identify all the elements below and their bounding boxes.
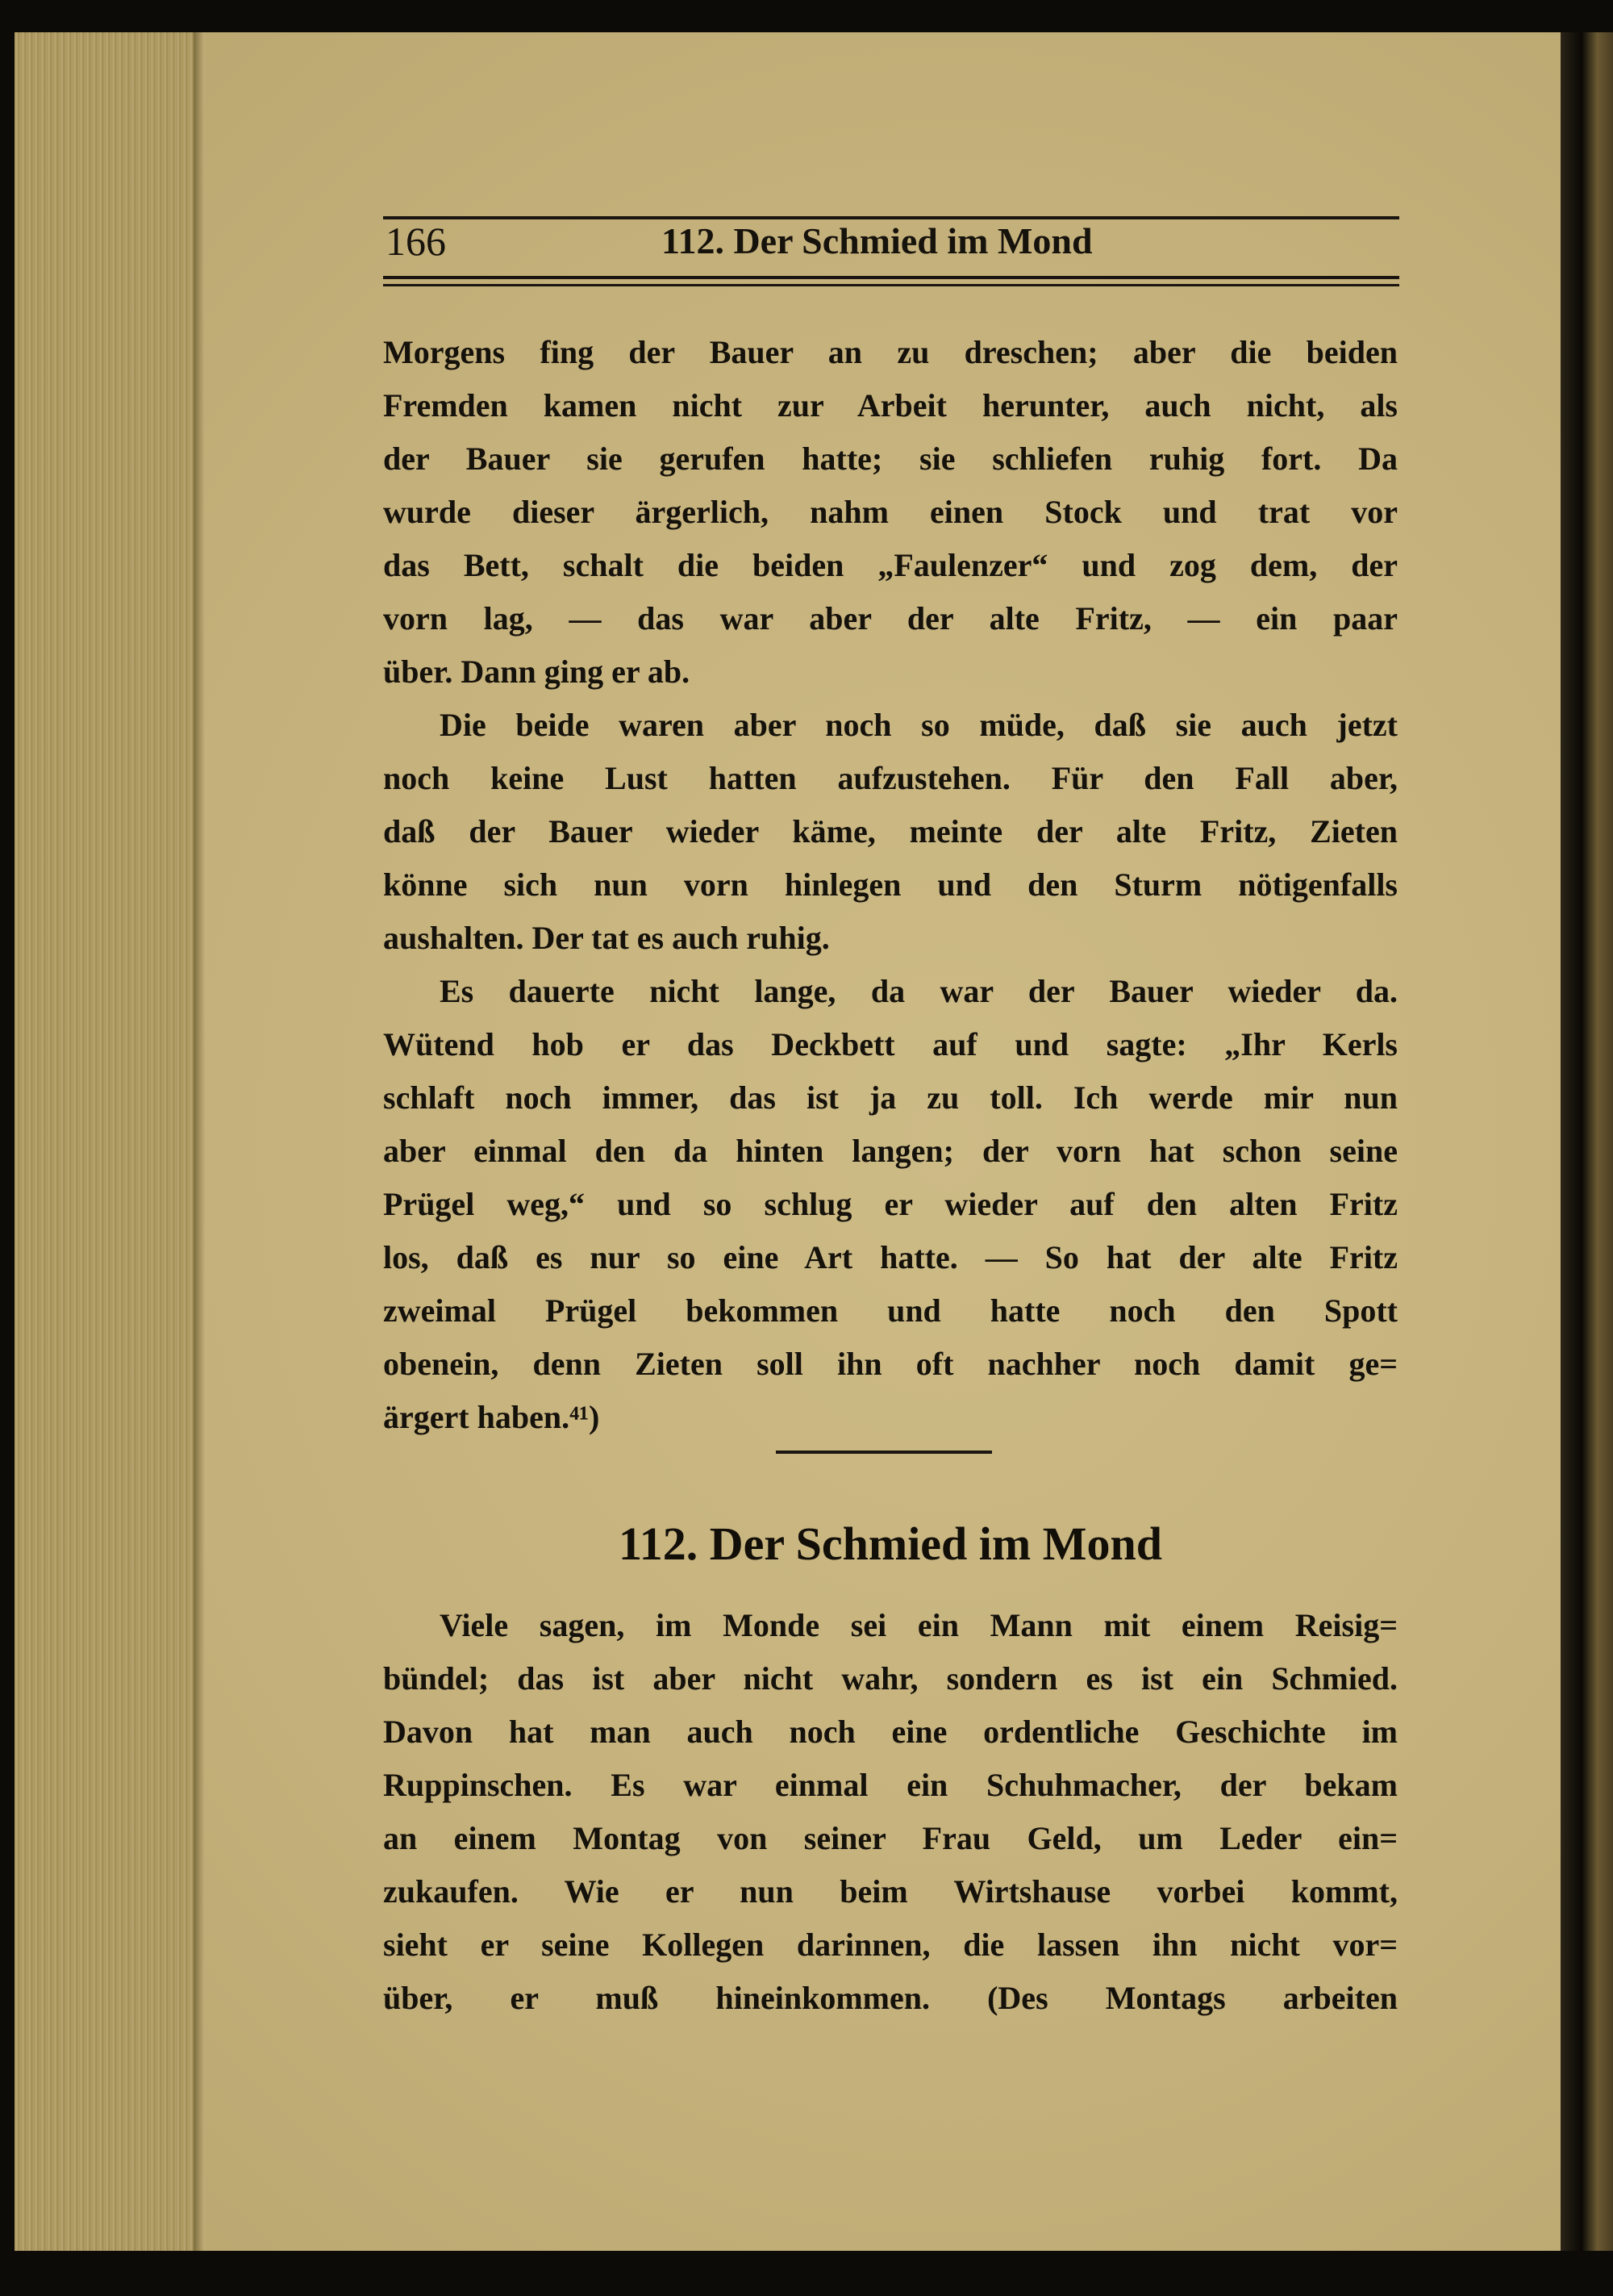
- book-gutter: [1561, 32, 1613, 2251]
- running-title: 112. Der Schmied im Mond: [661, 220, 1093, 261]
- text-line: zweimal Prügel bekommen und hatte noch den Spott: [383, 1292, 1398, 1329]
- text-line: ärgert haben.⁴¹): [383, 1399, 600, 1435]
- section2-body: [383, 1599, 1398, 2025]
- paragraph: [383, 326, 1398, 699]
- text-line: aber einmal den da hinten langen; der vorn hat schon seine: [383, 1133, 1398, 1169]
- paragraph: [383, 965, 1398, 1444]
- section-separator: [776, 1451, 992, 1454]
- header-rule-double-1: [383, 276, 1399, 279]
- text-line: zukaufen. Wie er nun beim Wirtshause vorbei kommt,: [383, 1873, 1398, 1910]
- text-line: wurde dieser ärgerlich, nahm einen Stock und trat vor: [383, 494, 1398, 530]
- page-number: 166: [386, 219, 446, 264]
- page-stack-shadow: [194, 32, 205, 2251]
- text-line: das Bett, schalt die beiden „Faulenzer“ und zog dem, der: [383, 547, 1398, 583]
- text-line: Wütend hob er das Deckbett auf und sagte: „Ihr Kerls: [383, 1026, 1398, 1062]
- text-line: obenein, denn Zieten soll ihn oft nachher noch damit ge=: [383, 1346, 1398, 1382]
- text-line: Morgens fing der Bauer an zu dreschen; aber die beiden: [383, 334, 1398, 370]
- text-line: sieht er seine Kollegen darinnen, die lassen ihn nicht vor=: [383, 1927, 1398, 1963]
- text-line: vorn lag, — das war aber der alte Fritz, — ein paar: [383, 600, 1398, 637]
- text-line: Prügel weg,“ und so schlug er wieder auf den alten Fritz: [383, 1186, 1398, 1222]
- section-heading: 112. Der Schmied im Mond: [619, 1517, 1162, 1570]
- page-stack-edge: [15, 32, 200, 2251]
- text-line: daß der Bauer wieder käme, meinte der alte Fritz, Zieten: [383, 813, 1398, 850]
- text-line: könne sich nun vorn hinlegen und den Sturm nötigenfalls: [383, 866, 1398, 903]
- header-rule-double-2: [383, 284, 1399, 286]
- text-line: über, er muß hineinkommen. (Des Montags arbeiten: [383, 1980, 1398, 2016]
- text-line: noch keine Lust hatten aufzustehen. Für den Fall aber,: [383, 760, 1398, 796]
- text-line: Davon hat man auch noch eine ordentliche Geschichte im: [383, 1714, 1398, 1750]
- text-line: über. Dann ging er ab.: [383, 653, 690, 690]
- text-line: Viele sagen, im Monde sei ein Mann mit einem Reisig=: [440, 1607, 1398, 1643]
- text-line: bündel; das ist aber nicht wahr, sondern es ist ein Schmied.: [383, 1660, 1398, 1697]
- text-line: aushalten. Der tat es auch ruhig.: [383, 920, 830, 956]
- text-line: los, daß es nur so eine Art hatte. — So hat der alte Fritz: [383, 1239, 1398, 1275]
- paragraph: [383, 699, 1398, 965]
- section1-body: [383, 326, 1398, 1444]
- text-line: Fremden kamen nicht zur Arbeit herunter, auch nicht, als: [383, 387, 1398, 424]
- text-line: schlaft noch immer, das ist ja zu toll. Ich werde mir nun: [383, 1079, 1398, 1116]
- text-line: Die beide waren aber noch so müde, daß sie auch jetzt: [440, 707, 1398, 743]
- text-line: der Bauer sie gerufen hatte; sie schliefen ruhig fort. Da: [383, 440, 1398, 477]
- text-line: Es dauerte nicht lange, da war der Bauer wieder da.: [440, 973, 1398, 1009]
- text-line: Ruppinschen. Es war einmal ein Schuhmacher, der bekam: [383, 1767, 1398, 1803]
- text-line: an einem Montag von seiner Frau Geld, um Leder ein=: [383, 1820, 1398, 1856]
